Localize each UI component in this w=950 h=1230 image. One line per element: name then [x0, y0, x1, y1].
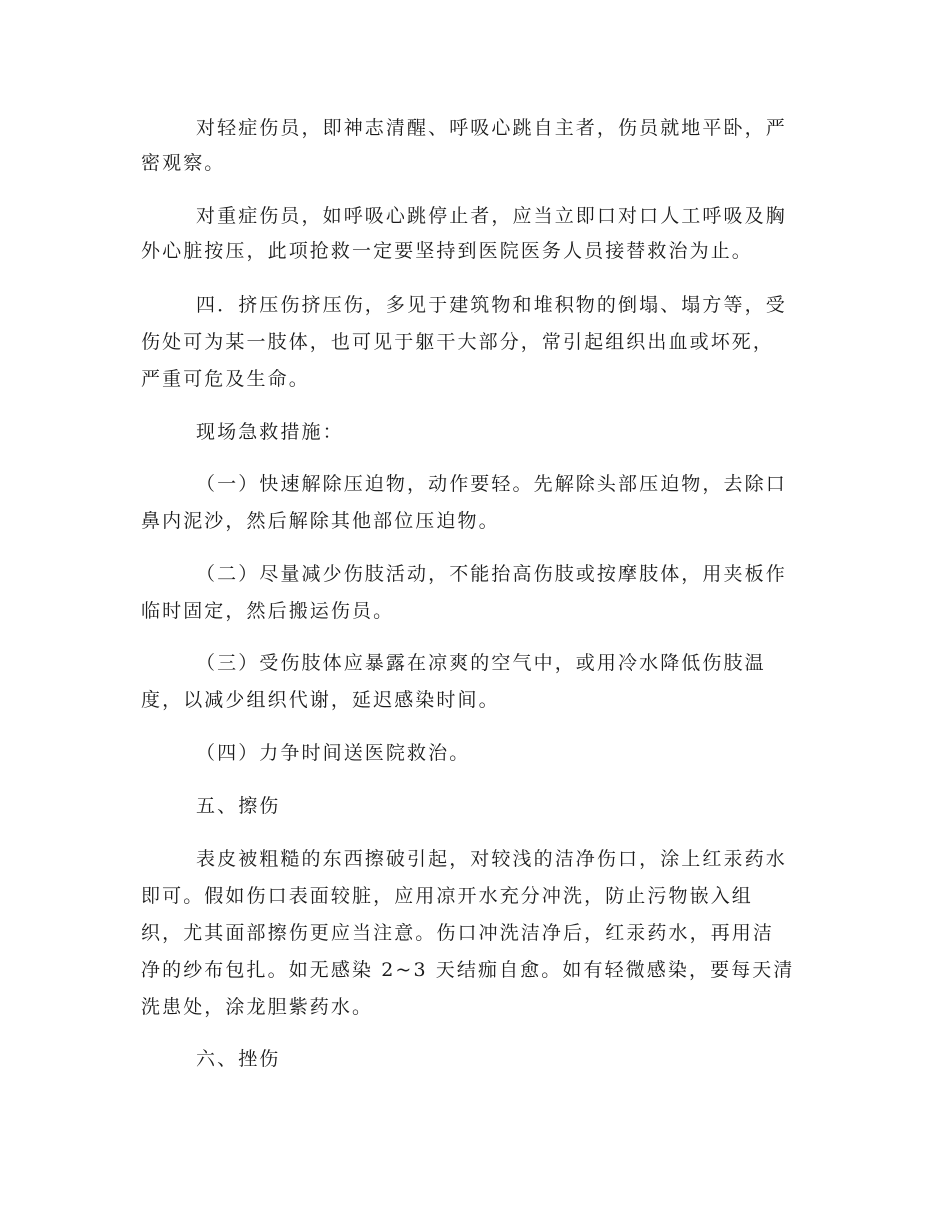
measure-1-line-1: （一）快速解除压迫物，动作要轻。先解除头部压迫物，去除口 [196, 473, 787, 495]
abrasion-line-4: 净的纱布包扎。如无感染 2~3 天结痂自愈。如有轻微感染，要每天清 [141, 959, 795, 981]
paragraph-severe-injury-line-1: 对重症伤员，如呼吸心跳停止者，应当立即口对口人工呼吸及胸 [196, 205, 787, 227]
abrasion-line-3: 织，尤其面部擦伤更应当注意。伤口冲洗洁净后，红汞药水，再用洁 [141, 922, 775, 944]
measure-2-line-1: （二）尽量减少伤肢活动，不能抬高伤肢或按摩肢体，用夹板作 [196, 563, 787, 585]
paragraph-crush-injury-line-1: 四．挤压伤挤压伤，多见于建筑物和堆积物的倒塌、塌方等，受 [196, 294, 787, 316]
paragraph-mild-injury-line-2: 密观察。 [141, 152, 226, 174]
section-heading-first-aid-measures: 现场急救措施： [196, 421, 344, 443]
measure-2-line-2: 临时固定，然后搬运伤员。 [141, 600, 395, 622]
paragraph-crush-injury-line-2: 伤处可为某一肢体，也可见于躯干大部分，常引起组织出血或坏死， [141, 331, 775, 353]
abrasion-line-1: 表皮被粗糙的东西擦破引起，对较浅的洁净伤口，涂上红汞药水 [196, 848, 787, 870]
measure-4-line-1: （四）力争时间送医院救治。 [196, 742, 471, 764]
measure-3-line-2: 度，以减少组织代谢，延迟感染时间。 [141, 689, 500, 711]
paragraph-severe-injury-line-2: 外心脏按压，此项抢救一定要坚持到医院医务人员接替救治为止。 [141, 240, 753, 262]
section-heading-contusion: 六、挫伤 [196, 1048, 281, 1070]
section-heading-abrasion: 五、擦伤 [196, 795, 281, 817]
paragraph-crush-injury-line-3: 严重可危及生命。 [141, 368, 310, 390]
paragraph-mild-injury-line-1: 对轻症伤员，即神志清醒、呼吸心跳自主者，伤员就地平卧，严 [196, 117, 787, 139]
abrasion-line-5: 洗患处，涂龙胆紫药水。 [141, 996, 374, 1018]
abrasion-line-2: 即可。假如伤口表面较脏，应用凉开水充分冲洗，防止污物嵌入组 [141, 885, 753, 907]
measure-1-line-2: 鼻内泥沙，然后解除其他部位压迫物。 [141, 510, 500, 532]
measure-3-line-1: （三）受伤肢体应暴露在凉爽的空气中，或用冷水降低伤肢温 [196, 652, 766, 674]
